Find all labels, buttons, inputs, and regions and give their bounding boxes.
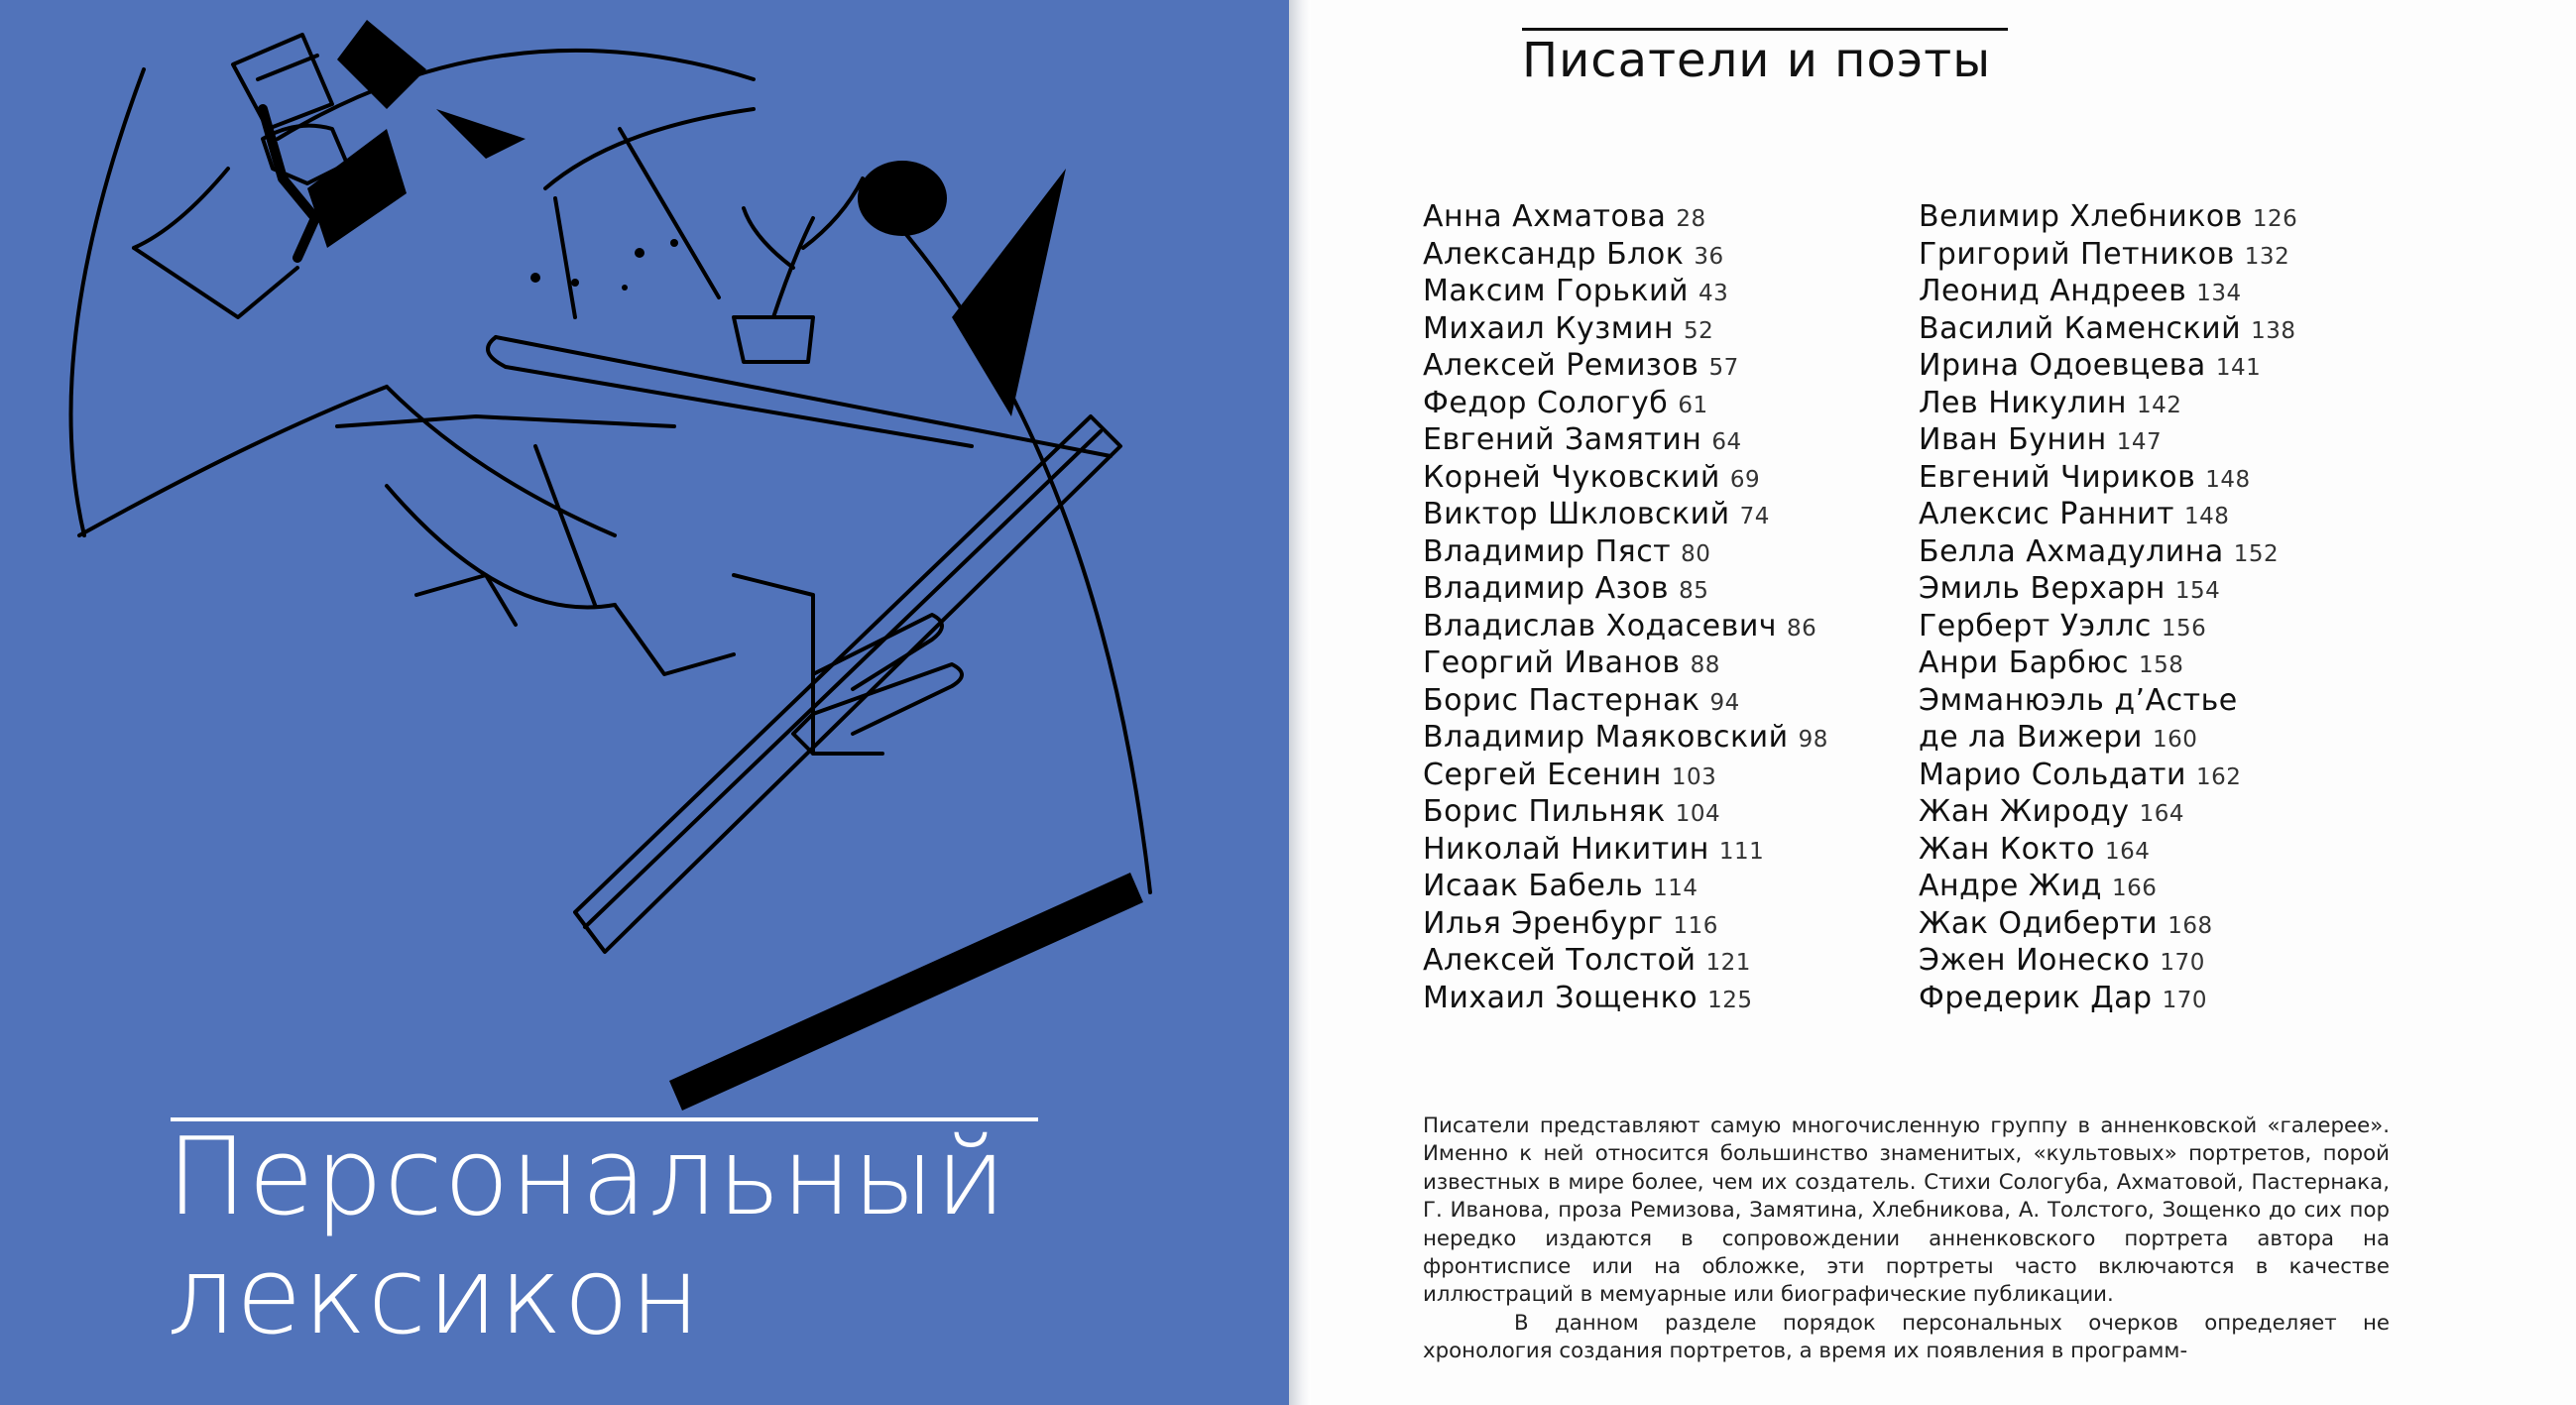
entry-page-number: 170 bbox=[2160, 950, 2205, 976]
index-entry bbox=[1423, 570, 1938, 608]
page-heading: Писатели и поэты bbox=[1522, 33, 1992, 88]
index-entry bbox=[1423, 459, 1938, 497]
book-gutter bbox=[1289, 0, 1311, 1405]
entry-name: Александр Блок bbox=[1423, 236, 1685, 272]
entry-page-number: 152 bbox=[2233, 540, 2280, 567]
index-entry bbox=[1423, 719, 1938, 757]
entry-name: Алексей Толстой bbox=[1423, 943, 1697, 978]
index-entry bbox=[1423, 236, 1938, 274]
index-entry bbox=[1919, 980, 2434, 1017]
index-entry bbox=[1423, 682, 1938, 720]
entry-page-number: 126 bbox=[2252, 206, 2298, 232]
entry-name: Федор Сологуб bbox=[1423, 385, 1669, 420]
index-entry bbox=[1919, 682, 2434, 720]
section-title-line-1: Персональный bbox=[167, 1115, 1007, 1239]
entry-page-number: 85 bbox=[1679, 578, 1709, 604]
index-column-left bbox=[1423, 198, 1938, 1016]
index-entry bbox=[1423, 942, 1938, 980]
entry-name: Алексис Раннит bbox=[1919, 497, 2174, 531]
index-entry bbox=[1423, 385, 1938, 422]
index-entry bbox=[1919, 347, 2434, 385]
index-entry bbox=[1919, 757, 2434, 794]
entry-page-number: 64 bbox=[1711, 429, 1742, 455]
entry-page-number: 88 bbox=[1690, 652, 1720, 678]
entry-name: Андре Жид bbox=[1919, 869, 2102, 903]
entry-page-number: 61 bbox=[1678, 392, 1708, 418]
entry-name: Евгений Чириков bbox=[1919, 459, 2196, 495]
index-entry bbox=[1423, 793, 1938, 831]
entry-name: Лев Никулин bbox=[1919, 385, 2127, 420]
index-entry bbox=[1919, 533, 2434, 571]
entry-name: Михаил Кузмин bbox=[1423, 310, 1674, 346]
entry-name: де ла Вижери bbox=[1919, 720, 2143, 755]
entry-name: Евгений Замятин bbox=[1423, 422, 1702, 457]
entry-name: Жан Жироду bbox=[1919, 794, 2130, 829]
entry-page-number: 104 bbox=[1675, 801, 1721, 827]
entry-name: Велимир Хлебников bbox=[1919, 199, 2243, 234]
entry-name: Николай Никитин bbox=[1423, 831, 1709, 867]
intro-paragraph-1: Писатели представляют самую многочисленную группу в анненковской «галерее». Именно к ней относится большинство знаменитых, «культовых» портретов, порой известных в мире более, чем их создатель. Стихи Сологуба, Ахматовой, Пастернака, Г. Иванова, проза Ремизова, Замятина, Хлебникова, А. Толстого, Зощенко до сих пор нередко издаются в сопровождении анненковского портрета автора на фронтисписе или на обложке, эти портреты часто включаются в качестве иллюстраций в мемуарные или биографические публикации. bbox=[1423, 1113, 2390, 1308]
entry-page-number: 28 bbox=[1676, 206, 1706, 232]
entry-page-number: 80 bbox=[1681, 540, 1711, 567]
index-entry bbox=[1423, 533, 1938, 571]
entry-name: Корней Чуковский bbox=[1423, 459, 1720, 495]
entry-name: Владимир Маяковский bbox=[1423, 720, 1789, 755]
entry-name: Эмиль Верхарн bbox=[1919, 571, 2166, 606]
entry-name: Владислав Ходасевич bbox=[1423, 608, 1778, 644]
index-entry bbox=[1423, 831, 1938, 869]
entry-page-number: 166 bbox=[2111, 876, 2158, 901]
index-entry bbox=[1423, 644, 1938, 682]
entry-page-number: 52 bbox=[1683, 317, 1714, 344]
entry-name: Леонид Андреев bbox=[1919, 274, 2187, 308]
entry-name: Анри Барбюс bbox=[1919, 645, 2129, 680]
index-entry bbox=[1423, 421, 1938, 459]
entry-name: Борис Пильняк bbox=[1423, 794, 1666, 829]
entry-name: Марио Сольдати bbox=[1919, 757, 2186, 792]
entry-name: Георгий Иванов bbox=[1423, 645, 1681, 680]
entry-page-number: 121 bbox=[1705, 950, 1751, 976]
entry-page-number: 98 bbox=[1798, 727, 1828, 753]
index-entry bbox=[1919, 273, 2434, 310]
intro-text bbox=[1423, 1112, 2390, 1366]
entry-name: Белла Ахмадулина bbox=[1919, 533, 2224, 569]
entry-name: Владимир Азов bbox=[1423, 571, 1670, 606]
entry-page-number: 116 bbox=[1673, 912, 1718, 939]
section-title bbox=[167, 1115, 1158, 1358]
index-entry bbox=[1423, 757, 1938, 794]
index-entry bbox=[1423, 198, 1938, 236]
section-title-line-2: лексикон bbox=[167, 1234, 701, 1358]
entry-name: Михаил Зощенко bbox=[1423, 980, 1698, 1015]
entry-page-number: 43 bbox=[1698, 281, 1729, 306]
entry-name: Эжен Ионеско bbox=[1919, 943, 2151, 978]
entry-name: Ирина Одоевцева bbox=[1919, 348, 2206, 383]
entry-page-number: 74 bbox=[1739, 504, 1770, 529]
index-entry bbox=[1919, 608, 2434, 645]
entry-page-number: 69 bbox=[1729, 466, 1761, 493]
index-entry bbox=[1423, 980, 1938, 1017]
entry-page-number: 125 bbox=[1707, 987, 1753, 1013]
entry-name: Сергей Есенин bbox=[1423, 757, 1662, 792]
index-entry bbox=[1919, 942, 2434, 980]
entry-page-number: 170 bbox=[2162, 987, 2207, 1013]
entry-name: Эмманюэль д’Астье bbox=[1919, 682, 2238, 718]
index-entry bbox=[1919, 719, 2434, 757]
entry-page-number: 134 bbox=[2196, 281, 2242, 306]
entry-name: Жак Одиберти bbox=[1919, 905, 2159, 941]
entry-page-number: 156 bbox=[2161, 615, 2207, 642]
index-entry bbox=[1423, 273, 1938, 310]
entry-page-number: 57 bbox=[1708, 355, 1739, 381]
entry-name: Фредерик Дар bbox=[1919, 980, 2153, 1015]
entry-page-number: 154 bbox=[2174, 578, 2221, 604]
entry-name: Илья Эренбург bbox=[1423, 905, 1664, 941]
entry-page-number: 148 bbox=[2183, 504, 2230, 529]
entry-page-number: 142 bbox=[2136, 392, 2182, 418]
index-entry bbox=[1919, 310, 2434, 348]
index-entry bbox=[1423, 347, 1938, 385]
index-column-right bbox=[1919, 198, 2434, 1016]
entry-page-number: 164 bbox=[2139, 801, 2184, 827]
entry-page-number: 164 bbox=[2104, 838, 2151, 865]
entry-page-number: 94 bbox=[1709, 689, 1740, 716]
entry-page-number: 132 bbox=[2244, 243, 2290, 270]
index-entry bbox=[1423, 310, 1938, 348]
entry-name: Алексей Ремизов bbox=[1423, 348, 1699, 383]
index-entry bbox=[1919, 421, 2434, 459]
entry-page-number: 103 bbox=[1671, 763, 1717, 790]
index-entry bbox=[1919, 644, 2434, 682]
entry-page-number: 36 bbox=[1694, 243, 1724, 270]
entry-page-number: 148 bbox=[2205, 466, 2251, 493]
index-entry bbox=[1919, 793, 2434, 831]
entry-page-number: 138 bbox=[2251, 317, 2296, 344]
index-entry bbox=[1423, 496, 1938, 533]
intro-paragraph-2: В данном разделе порядок персональных очерков определяет не хронология создания портретов, а время их появления в программ- bbox=[1423, 1310, 2390, 1364]
entry-page-number: 141 bbox=[2215, 355, 2262, 381]
index-entry bbox=[1919, 570, 2434, 608]
entry-page-number: 111 bbox=[1718, 838, 1765, 865]
index-entry bbox=[1919, 868, 2434, 905]
index-entry bbox=[1919, 831, 2434, 869]
index-entry bbox=[1919, 198, 2434, 236]
entry-name: Иван Бунин bbox=[1919, 422, 2107, 457]
index-entry bbox=[1919, 385, 2434, 422]
entry-page-number: 160 bbox=[2152, 727, 2198, 753]
entry-name: Владимир Пяст bbox=[1423, 533, 1672, 569]
entry-name: Жан Кокто bbox=[1919, 831, 2095, 867]
index-entry bbox=[1919, 496, 2434, 533]
entry-name: Максим Горький bbox=[1423, 274, 1690, 308]
entry-page-number: 158 bbox=[2138, 652, 2184, 678]
entry-page-number: 162 bbox=[2195, 763, 2242, 790]
entry-page-number: 86 bbox=[1787, 615, 1817, 642]
entry-name: Анна Ахматова bbox=[1423, 199, 1667, 234]
constructivist-illustration bbox=[59, 20, 1229, 1120]
entry-name: Герберт Уэллс bbox=[1919, 608, 2152, 644]
entry-name: Виктор Шкловский bbox=[1423, 497, 1730, 531]
index-entry bbox=[1919, 236, 2434, 274]
index-entry bbox=[1919, 905, 2434, 943]
entry-name: Борис Пастернак bbox=[1423, 682, 1700, 718]
entry-page-number: 168 bbox=[2167, 912, 2213, 939]
index-entry bbox=[1423, 608, 1938, 645]
index-entry bbox=[1423, 905, 1938, 943]
index-entry bbox=[1919, 459, 2434, 497]
entry-page-number: 147 bbox=[2116, 429, 2163, 455]
entry-name: Василий Каменский bbox=[1919, 310, 2242, 346]
entry-page-number: 114 bbox=[1653, 876, 1698, 901]
index-entry bbox=[1423, 868, 1938, 905]
entry-name: Григорий Петников bbox=[1919, 236, 2235, 272]
entry-name: Исаак Бабель bbox=[1423, 869, 1644, 903]
